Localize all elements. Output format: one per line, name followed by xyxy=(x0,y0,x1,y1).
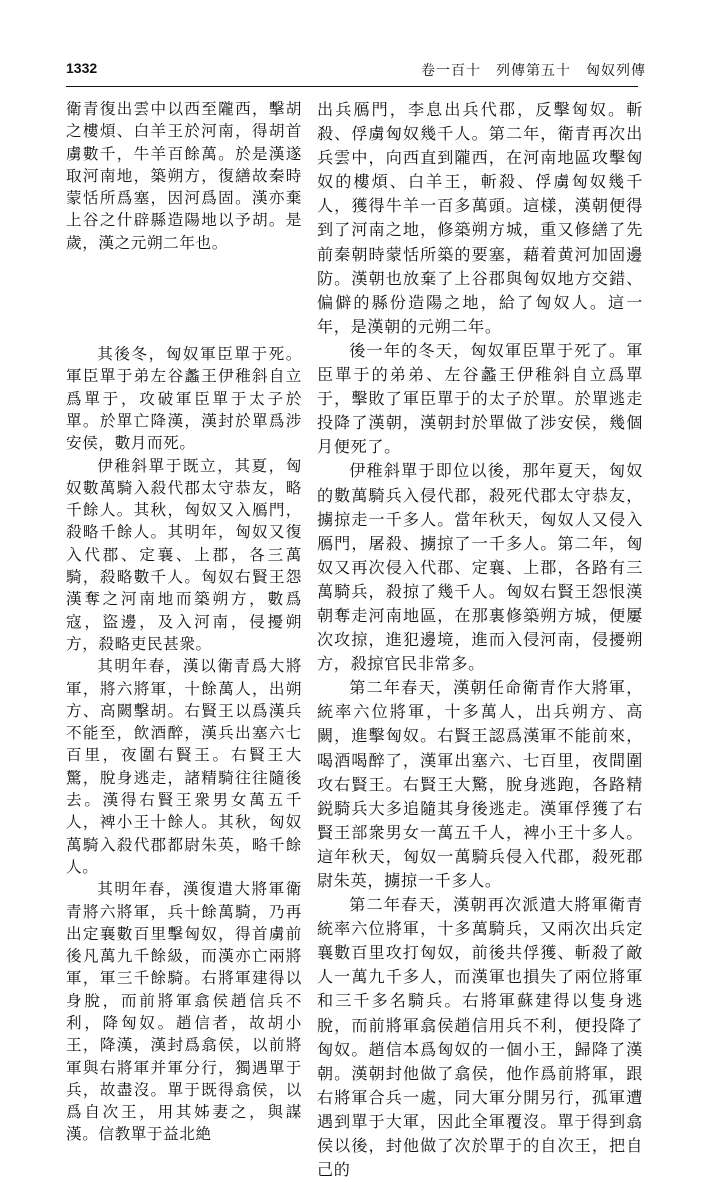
translation-paragraph: 出兵鴈門，李息出兵代郡，反擊匈奴。斬殺、俘虜匈奴幾千人。第二年，衛青再次出兵雲中，向西直到隴西，在河南地區攻擊匈奴的樓煩、白羊王，斬殺、俘虜匈奴幾千人，獲得牛羊一百多萬頭。這樣，漢朝便得到了河南之地，修築朔方城，重又修繕了先前秦朝時蒙恬所築的要塞，藉着黄河加固邊防。漢朝也放棄了上谷郡與匈奴地方交錯、偏僻的縣份造陽之地，給了匈奴人。這一年，是漢朝的元朔二年。 xyxy=(317,100,643,336)
header-rule xyxy=(66,86,638,87)
translation-text-column xyxy=(317,98,643,1182)
running-head: 卷一百十 列傳第五十 匈奴列傳 xyxy=(421,63,646,79)
classical-paragraph: 其明年春，漢以衛青爲大將軍，將六將軍，十餘萬人，出朔方、高闕擊胡。右賢王以爲漢兵不能至，飲酒醉，漢兵出塞六七百里，夜圍右賢王。右賢王大驚，脫身逃走，諸精騎往往隨後去。漢得右賢王衆男女萬五千人，裨小王十餘人。其秋，匈奴萬騎入殺代郡都尉朱英，略千餘人。 xyxy=(66,657,302,876)
paragraph-gap xyxy=(66,254,302,343)
translation-paragraph: 第二年春天，漢朝再次派遣大將軍衛青統率六位將軍，十多萬騎兵，又兩次出兵定襄數百里攻打匈奴，前後共俘獲、斬殺了敵人一萬九千多人，而漢軍也損失了兩位將軍和三千多名騎兵。右將軍蘇建得以隻身逃脫，而前將軍翕侯趙信用兵不利，便投降了匈奴。趙信本爲匈奴的一個小王，歸降了漢朝。漢朝封他做了翕侯，他作爲前將軍，跟右將軍合兵一處，同大軍分開另行，孤軍遭遇到單于大軍，因此全軍覆沒。單于得到翕侯以後，封他做了次於單于的自次王，把自己的 xyxy=(317,895,643,1180)
page-header xyxy=(66,58,646,84)
page-number: 1332 xyxy=(66,60,98,76)
classical-paragraph: 伊稚斜單于既立，其夏，匈奴數萬騎入殺代郡太守恭友，略千餘人。其秋，匈奴又入鴈門，殺略千餘人。其明年，匈奴又復入代郡、定襄、上郡，各三萬騎，殺略數千人。匈奴右賢王怨漢奪之河南地而築朔方，數爲寇，盜邊，及入河南，侵擾朔方，殺略吏民甚衆。 xyxy=(66,456,302,653)
classical-paragraph: 其後冬，匈奴軍臣單于死。軍臣單于弟左谷蠡王伊稚斜自立爲單于，攻破軍臣單于太子於單。於單亡降漢，漢封於單爲涉安侯，數月而死。 xyxy=(66,345,302,453)
classical-paragraph: 其明年春，漢復遣大將軍衛青將六將軍，兵十餘萬騎，乃再出定襄數百里擊匈奴，得首虜前後凡萬九千餘級，而漢亦亡兩將軍，軍三千餘騎。右將軍建得以身脫，而前將軍翕侯趙信兵不利，降匈奴。趙信者，故胡小王，降漢，漢封爲翕侯，以前將軍與右將軍并軍分行，獨遇單于兵，故盡沒。單于既得翕侯，以爲自次王，用其姊妻之，與謀漢。信教單于益北絶 xyxy=(66,880,302,1144)
translation-paragraph: 第二年春天，漢朝任命衛青作大將軍，統率六位將軍，十多萬人，出兵朔方、高闕，進擊匈奴。右賢王認爲漢軍不能前來，喝酒喝醉了，漢軍出塞六、七百里，夜間圍攻右賢王。右賢王大驚，脫身逃跑，各路精鋭騎兵大多追隨其身後逃走。漢軍俘獲了右賢王部衆男女一萬五千人，裨小王十多人。這年秋天，匈奴一萬騎兵侵入代郡，殺死郡尉朱英，擄掠一千多人。 xyxy=(317,678,643,890)
classical-paragraph: 衛青復出雲中以西至隴西，擊胡之樓煩、白羊王於河南，得胡首虜數千，牛羊百餘萬。於是漢遂取河南地，築朔方，復繕故秦時蒙恬所爲塞，因河爲固。漢亦棄上谷之什辟縣造陽地以予胡。是歲，漢之元朔二年也。 xyxy=(66,100,302,252)
classical-text-column xyxy=(66,98,302,1146)
translation-paragraph: 後一年的冬天，匈奴軍臣單于死了。軍臣單于的弟弟、左谷蠡王伊稚斜自立爲單于，擊敗了軍臣單于的太子於單。於單逃走投降了漢朝，漢朝封於單做了涉安侯，幾個月便死了。 xyxy=(317,340,643,457)
translation-paragraph: 伊稚斜單于即位以後，那年夏天，匈奴的數萬騎兵入侵代郡，殺死代郡太守恭友，擄掠走一千多人。當年秋天，匈奴人又侵入鴈門，屠殺、擄掠了一千多人。第二年，匈奴又再次侵入代郡、定襄、上郡，各路有三萬騎兵，殺掠了幾千人。匈奴右賢王怨恨漢朝奪走河南地區，在那裏修築朔方城，便屢次攻掠，進犯邊境，進而入侵河南，侵擾朔方，殺掠官民非常多。 xyxy=(317,461,643,674)
